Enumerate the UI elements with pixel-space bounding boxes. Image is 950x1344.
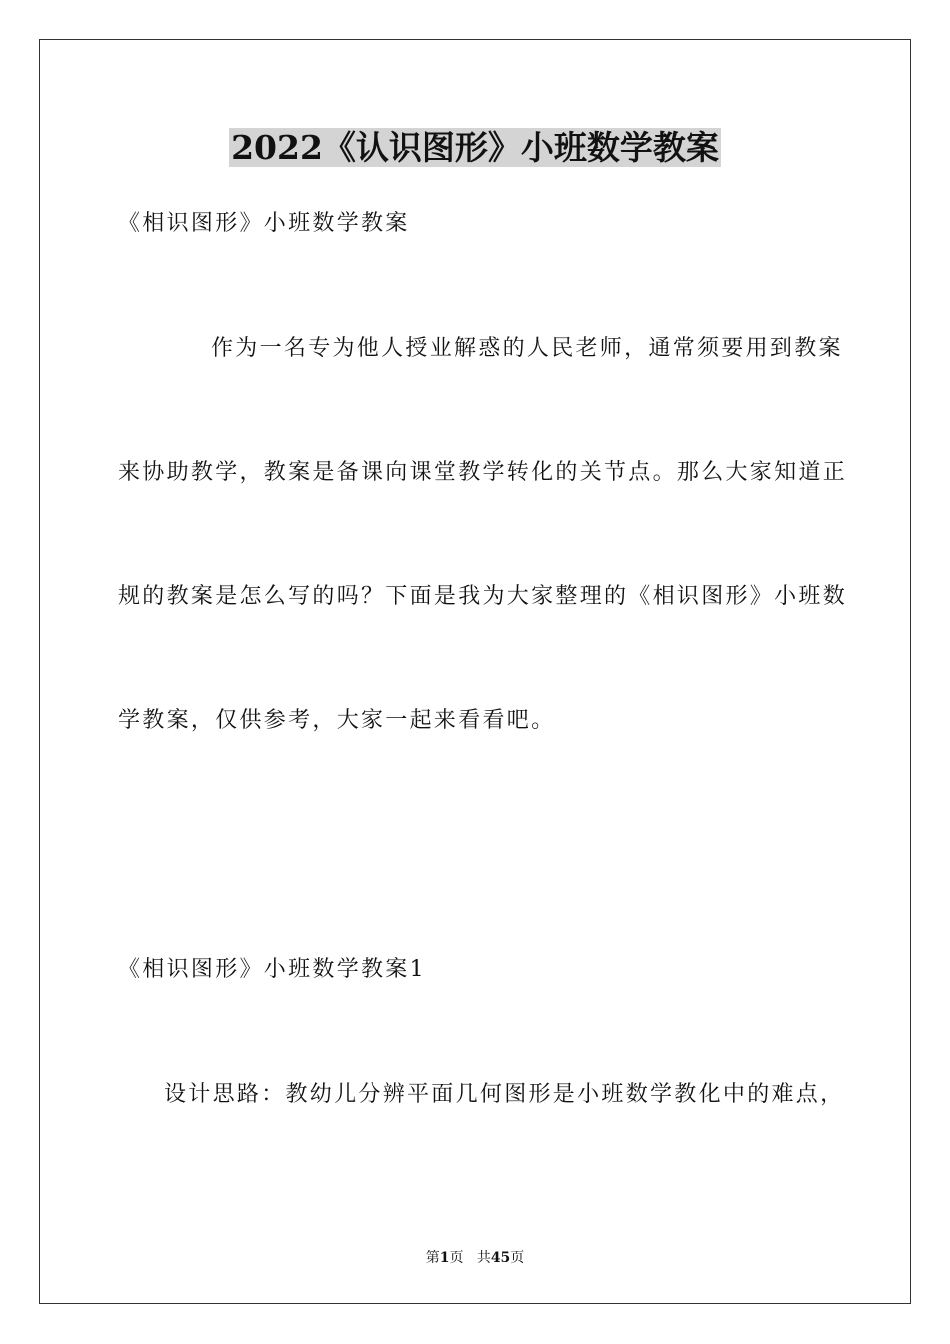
document-title: [0, 124, 950, 172]
footer-total-prefix: 共: [476, 1250, 491, 1266]
section-line-1: 设计思路：教幼儿分辨平面几何图形是小班数学教化中的难点，: [164, 1082, 845, 1107]
footer-page-prefix: 第: [425, 1250, 440, 1266]
intro-line-4: 学教案，仅供参考，大家一起来看看吧。: [118, 708, 556, 733]
document-subtitle: 《相识图形》小班数学教案: [118, 211, 410, 236]
footer-total-pages: 45: [490, 1250, 511, 1266]
footer-page-number: 1: [439, 1250, 450, 1266]
footer-page-suffix: 页: [449, 1250, 464, 1266]
intro-line-2: 来协助教学，教案是备课向课堂教学转化的关节点。那么大家知道正: [118, 460, 848, 485]
footer-total-suffix: 页: [510, 1250, 525, 1266]
page-footer: [0, 1248, 950, 1268]
document-title-text: 2022《认识图形》小班数学教案: [231, 128, 719, 167]
intro-line-1: 作为一名专为他人授业解惑的人民老师，通常须要用到教案: [211, 336, 843, 361]
intro-line-3: 规的教案是怎么写的吗？下面是我为大家整理的《相识图形》小班数: [118, 584, 848, 609]
section-heading: 《相识图形》小班数学教案1: [118, 957, 426, 982]
